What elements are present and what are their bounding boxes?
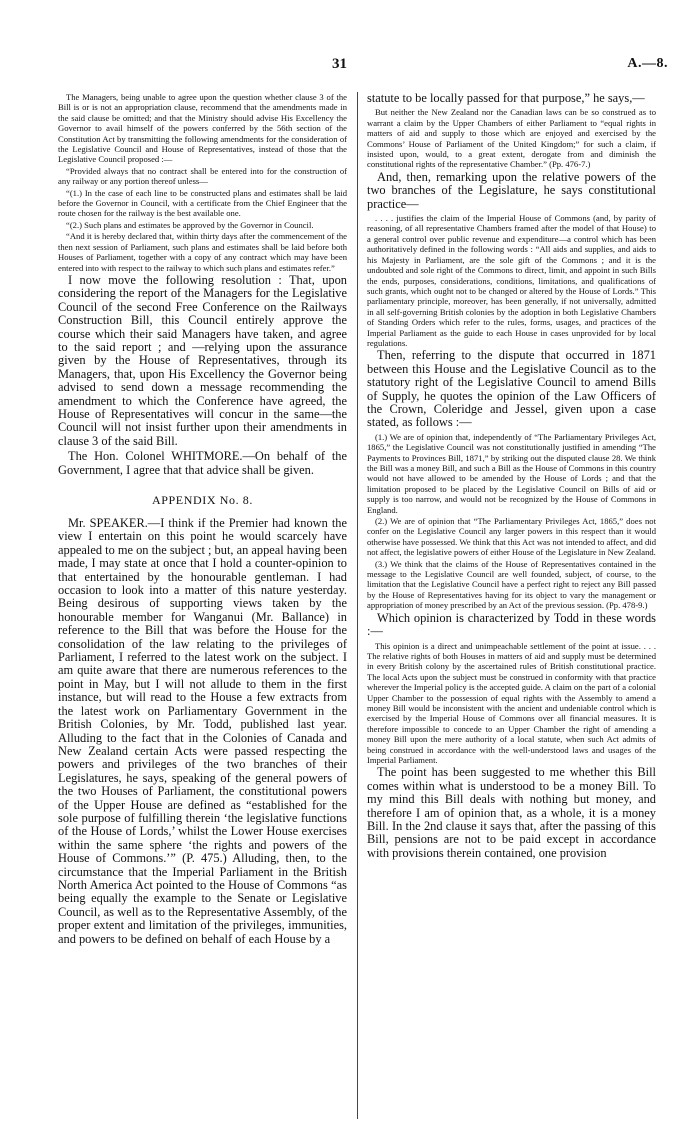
right-paragraph: And, then, remarking upon the relative powers of the two branches of the Legislature, he says constitutional practice— [367, 169, 656, 211]
right-paragraph: Then, referring to the dispute that occurred in 1871 between this House and the Legislative Council as to the statutory right of the Legislative Council to amend Bills of Supply, he quotes the opinion of the Law Officers of the Crown, Coleridge and Jessel, given upon a case stated, as follows :— [367, 348, 656, 430]
document-reference: A.—8. [627, 56, 668, 71]
right-paragraph: statute to be locally passed for that purpose,” he says,— [367, 92, 645, 105]
right-paragraph: This opinion is a direct and unimpeachable settlement of the point at issue. . . . The relative rights of both Houses in matters of aid and supply must be determined in every British colony by the ascertained rules of British constitutional practice. The local Acts upon the subject must be construed in conformity with that practice wherever the Imperial policy is the accepted guide. A claim on the part of a colonial Upper Chamber to the possession of equal rights with the Assembly to amend a money Bill would be inconsistent with the ancient and undeniable control which is exercised by the Imperial House of Commons over all financial measures. It is therefore impossible to concede to an Upper Chamber the right of amending a money Bill upon the mere authority of a local statute, when such Act admits of being construed in accordance with the well-understood laws and usages of the Imperial Parliament. [367, 640, 656, 765]
page-number: 31 [332, 56, 347, 72]
left-paragraph: “Provided always that no contract shall be entered into for the construction of any railway or any portion thereof unless— [58, 165, 347, 187]
right-paragraph: . . . . justifies the claim of the Imperial House of Commons (and, by parity of reasoning, of all representative Chambers framed after the model of that House) to a general control over public revenue and expenditure—a control which has been authoritatively defined in the following words : “All aids and supplies, and aids to his Majesty in Parliament, are the sole gift of the Commons ; and it is the undoubted and sole right of the Commons to direct, limit, and appoint in such Bills the ends, purposes, considerations, conditions, limitations, and qualifications of such grants, which ought not to be changed or altered by the House of Lords.” This parliamentary principle, moreover, has been generally, if not universally, admitted in all self-governing British colonies by the adoption in both Legislative Chambers of Standing Orders which refer to the rules, forms, usages, and practices of the Imperial Parliament as the guide to each House in cases unprovided for by local regulations. [367, 213, 656, 348]
left-column [58, 92, 352, 1119]
right-paragraph: (2.) We are of opinion that “The Parliamentary Privileges Act, 1865,” does not confer on the Legislative Council any larger powers in this respect than it would otherwise have possessed. We think that this Act was not intended to affect, and did not affect, the legislative powers of either House of the Legislature in New Zealand. [367, 516, 656, 558]
text-columns [58, 92, 680, 1119]
column-divider [357, 92, 358, 1119]
page-header [58, 56, 680, 76]
right-column [363, 92, 656, 1119]
left-paragraph: The Hon. Colonel WHITMORE.—On behalf of the Government, I agree that that advice shall be given. [58, 449, 347, 477]
left-paragraph: The Managers, being unable to agree upon the question whether clause 3 of the Bill is or is not an appropriation clause, recommend that the amendments made in the said clause be omitted; and that the Ministry should advise His Excellency the Governor to avail himself of the powers conferred by the 56th section of the Constitution Act by transmitting the following amendments for the consideration of the Legislative Council and House of Representatives, instead of those that the Legislative Council proposed :— [58, 92, 347, 165]
left-paragraph: “(1.) In the case of each line to be constructed plans and estimates shall be laid before the Governor in Council, with a certificate from the Chief Engineer that the route chosen for the railway is the best available one. [58, 187, 347, 219]
left-paragraph: Mr. SPEAKER.—I think if the Premier had known the view I entertain on this point he would scarcely have appealed to me on the subject ; but, an appeal having been made, I may state at once that I hold a counter-opinion to that entertained by the honourable gentleman. I had occasion to look into a matter of this nature yesterday. Being desirous of supporting views taken by the honourable member for Wanganui (Mr. Ballance) in reference to the Bill that was before the House for the consolidation of the law relating to the privileges of Parliament, I referred to the latest work on the subject. I am quite aware that there are numerous references to the point in May, but I will not allude to them in the first instance, but will read to the House a few extracts from the latest work on Parliamentary Government in the British Colonies, by Mr. Todd, published last year. Alluding to the fact that in the Colonies of Canada and New Zealand certain Acts were passed respecting the powers and privileges of the two branches of their Legislatures, he says, speaking of the general powers of the two Houses of Parliament, the constitutional powers of the Upper House are defined as “established for the sole purpose of fulfilling therein ‘the legislative functions of the House of Lords,’ whilst the Lower House exercises within the same sphere ‘the rights and powers of the House of Commons.’” (P. 475.) Alluding, then, to the circumstance that the Imperial Parliament in the British North America Act pointed to the House of Commons “as being equally the example to the Senate or Legislative Council, as well as to the Representative Assembly, of the proper extent and limitation of the privileges, immunities, and powers to be defined on behalf of each House by a [58, 516, 348, 946]
right-paragraph: (3.) We think that the claims of the House of Representatives contained in the message to the Legislative Council are well founded, subject, of course, to the limitation that the Legislative Council have a perfect right to reject any Bill passed by the House of Representatives having for its object to vary the management or appropriation of money prescribed by an Act of the previous session. (Pp. 478-9.) [367, 558, 656, 611]
appendix-heading: APPENDIX No. 8. [151, 493, 253, 507]
right-paragraph: But neither the New Zealand nor the Canadian laws can be so construed as to warrant a claim by the Upper Chambers of either Parliament to “equal rights in matters of aid and supply to those which are enjoyed and exercised by the Commons’ House of Parliament of the United Kingdom;” for such a claim, if insisted upon, would, to a great extent, derogate from and diminish the constitutional rights of the representative Chamber.” (Pp. 476-7.) [367, 107, 656, 170]
left-paragraph: “And it is hereby declared that, within thirty days after the commencement of the then next session of Parliament, such plans and estimates shall be laid before both Houses of Parliament, together with a copy of any contract which may have been entered into with respect to the railway to which such plans and estimates refer.” [58, 231, 347, 273]
right-paragraph: (1.) We are of opinion that, independently of “The Parliamentary Privileges Act, 1865,” the Legislative Council was not constitutionally justified in amending “The Payments to Provinces Bill, 1871,” by striking out the disputed clause 28. We think the Bill was a money Bill, and such a Bill as the House of Commons in this country would not have allowed to be amended by the House of Lords ; and that the limitation proposed to be placed by the Legislative Council on Bills of aid or supply is too narrow, and would not be recognized by the House of Commons in England. [367, 431, 656, 515]
right-paragraph: The point has been suggested to me whether this Bill comes within what is understood to be a money Bill. To my mind this Bill deals with nothing but money, and therefore I am of opinion that, as a whole, it is a money Bill. In the 2nd clause it says that, after the passing of this Bill, pensions are not to be paid except in accordance with provisions therein contained, one provision [367, 765, 656, 860]
left-paragraph: I now move the following resolution : That, upon considering the report of the Managers for the Legislative Council of the second Free Conference on the Railways Construction Bill, this Council entirely approve the course which their said Managers have taken, and agree to the said report ; and —relying upon the assurance given by the House of Representatives, through its Managers, that, upon His Excellency the Governor being advised to send down a message recommending the amendment to which the Conference have agreed, the House of Representatives will concur in the same—the Council will not insist further upon their amendments in clause 3 of the said Bill. [58, 272, 347, 448]
left-paragraph: “(2.) Such plans and estimates be approved by the Governor in Council. [66, 219, 314, 230]
right-paragraph: Which opinion is characterized by Todd in these words :— [367, 610, 656, 639]
